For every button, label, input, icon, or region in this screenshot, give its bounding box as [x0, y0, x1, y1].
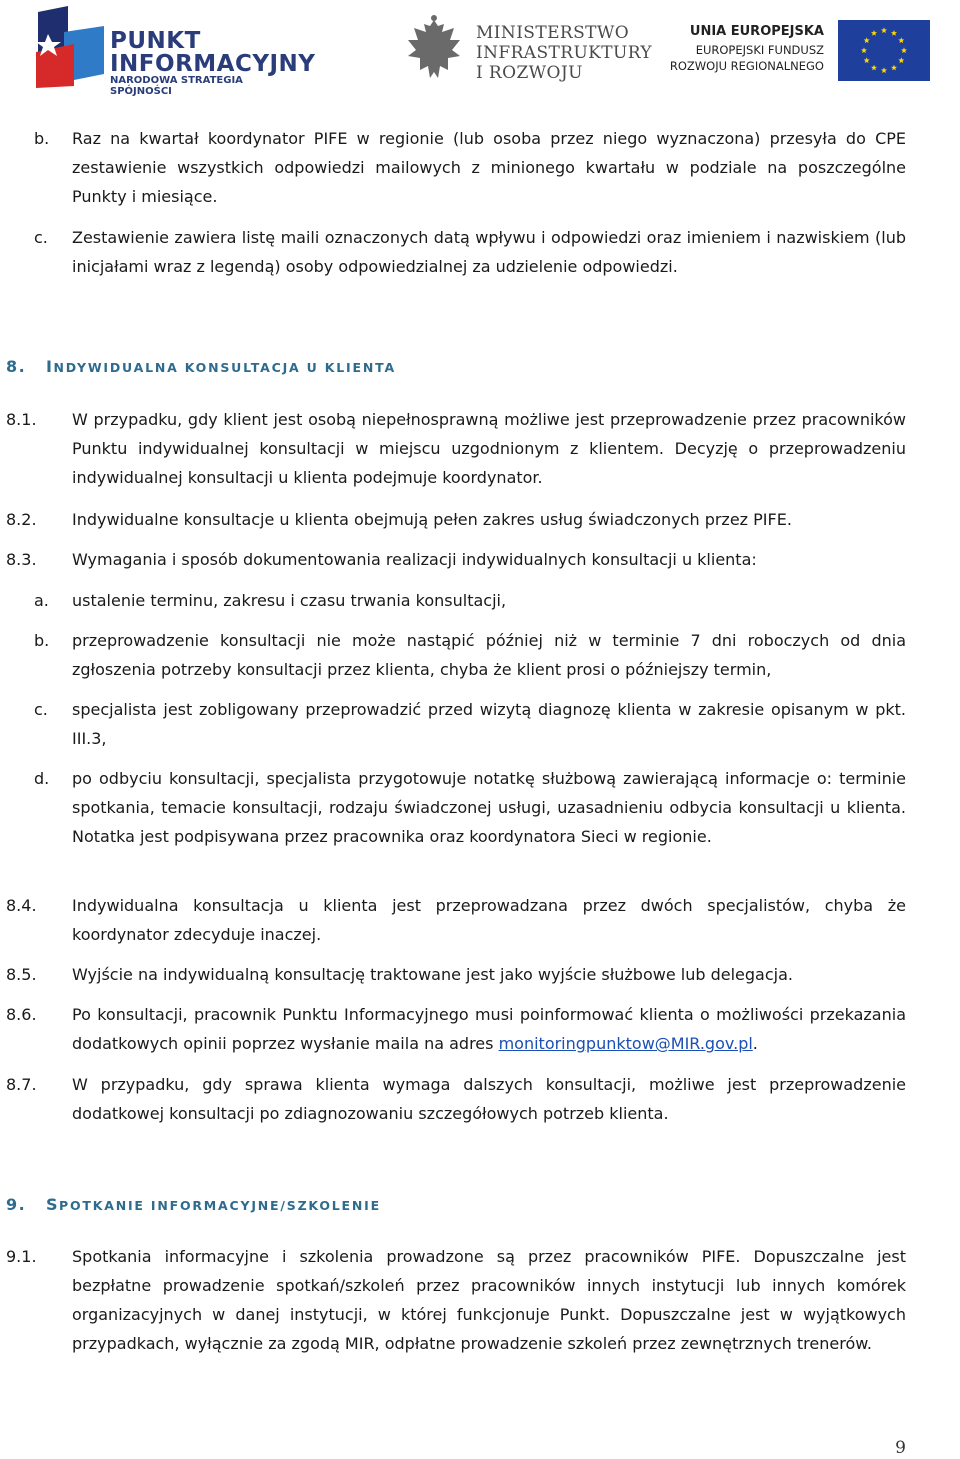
list-item-label: d. — [34, 769, 50, 788]
paragraph-text — [72, 1000, 906, 1058]
paragraph-text: Spotkania informacyjne i szkolenia prowadzone są przez pracowników PIFE. Dopuszczalne jest bezpłatne prowadzenie spotkań/szkoleń przez pracowników innych instytucji lub innych komórek organizacyjnych w danej instytucji, w której funkcjonuje Punkt. Dopuszczalne jest w wyjątkowych przypadkach, wyłącznie za zgodą MIR, odpłatne prowadzenie szkoleń przez zewnętrznych trenerów. — [72, 1247, 906, 1353]
section-9-heading — [6, 1195, 381, 1214]
paragraph-text: W przypadku, gdy sprawa klienta wymaga dalszych konsultacji, możliwe jest przeprowadzenie dodatkowej konsultacji po zdiagnozowaniu szczegółowych potrzeb klienta. — [72, 1075, 906, 1123]
page-header — [0, 0, 960, 100]
paragraph-text: Wyjście na indywidualną konsultację traktowane jest jako wyjście służbowe lub delegacja. — [72, 965, 793, 984]
eu-line-3: ROZWOJU REGIONALNEGO — [669, 59, 824, 73]
logo-line-3: NARODOWA STRATEGIA SPÓJNOŚCI — [110, 75, 243, 97]
list-item-label: c. — [34, 700, 48, 719]
paragraph-text: Wymagania i sposób dokumentowania realizacji indywidualnych konsultacji u klienta: — [72, 550, 757, 569]
punkt-informacyjny-logo — [34, 4, 316, 97]
paragraph-text: W przypadku, gdy klient jest osobą niepełnosprawną możliwe jest przeprowadzenie przez pracowników Punktu indywidualnej konsultacji w miejscu uzgodnionym z klientem. Decyzję o przeprowadzeniu indywidualnej konsultacji u klienta podejmuje koordynator. — [72, 410, 906, 487]
list-item-text: ustalenie terminu, zakresu i czasu trwania konsultacji, — [72, 591, 507, 610]
ministry-line-1: MINISTERSTWO — [476, 23, 630, 43]
email-link[interactable]: monitoringpunktow@MIR.gov.pl — [498, 1034, 753, 1053]
punkt-informacyjny-emblem-icon — [34, 4, 106, 88]
paragraph-text: Indywidualna konsultacja u klienta jest przeprowadzana przez dwóch specjalistów, chyba że koordynator zdecyduje inaczej. — [72, 896, 906, 944]
paragraph-text: Indywidualne konsultacje u klienta obejmują pełen zakres usług świadczonych przez PIFE. — [72, 510, 792, 529]
paragraph-number: 8.6. — [6, 1005, 37, 1024]
list-item-text: specjalista jest zobligowany przeprowadzić przed wizytą diagnozę klienta w zakresie opisanym w pkt. III.3, — [72, 700, 906, 748]
paragraph-number: 9.1. — [6, 1247, 37, 1266]
section-title-initial: I — [46, 357, 54, 376]
logo-line-1: PUNKT — [110, 28, 201, 54]
paragraph-text-after-link: . — [752, 1034, 758, 1053]
paragraph-number: 8.5. — [6, 965, 37, 984]
section-title-rest: NDYWIDUALNA KONSULTACJA U KLIENTA — [53, 360, 396, 375]
paragraph-number: 8.1. — [6, 410, 37, 429]
section-number: 9. — [6, 1195, 27, 1214]
list-item-label: c. — [34, 228, 48, 247]
section-number: 8. — [6, 357, 27, 376]
paragraph-number: 8.7. — [6, 1075, 37, 1094]
list-item-text: przeprowadzenie konsultacji nie może nastąpić później niż w terminie 7 dni roboczych od dnia zgłoszenia potrzeby konsultacji przez klienta, chyba że klient prosi o późniejszy termin, — [72, 631, 906, 679]
ministry-logo — [402, 14, 653, 84]
list-item-label: b. — [34, 129, 50, 148]
section-title-rest: POTKANIE INFORMACYJNE/SZKOLENIE — [59, 1198, 381, 1213]
paragraph-text-before-link: Po konsultacji, pracownik Punktu Informacyjnego musi poinformować klienta o możliwości przekazania dodatkowych opinii poprzez wysłanie maila na adres — [72, 1005, 906, 1053]
eu-logo — [664, 18, 934, 88]
eu-line-2: EUROPEJSKI FUNDUSZ — [695, 43, 824, 57]
section-title-initial: S — [46, 1195, 60, 1214]
paragraph-number: 8.3. — [6, 550, 37, 569]
list-item-text: Raz na kwartał koordynator PIFE w regionie (lub osoba przez niego wyznaczona) przesyła do CPE zestawienie wszystkich odpowiedzi mailowych z minionego kwartału w podziale na poszczególne Punkty i miesiące. — [72, 129, 906, 206]
list-item-label: b. — [34, 631, 50, 650]
ministry-line-2: INFRASTRUKTURY — [476, 43, 653, 63]
paragraph-number: 8.2. — [6, 510, 37, 529]
logo-line-2: INFORMACYJNY — [110, 51, 316, 77]
ministry-line-3: I ROZWOJU — [476, 63, 583, 83]
list-item-label: a. — [34, 591, 49, 610]
eu-line-1: UNIA EUROPEJSKA — [689, 24, 824, 39]
page-number: 9 — [895, 1438, 906, 1458]
paragraph-number: 8.4. — [6, 896, 37, 915]
list-item-text: Zestawienie zawiera listę maili oznaczonych datą wpływu i odpowiedzi oraz imieniem i nazwiskiem (lub inicjałami wraz z legendą) osoby odpowiedzialnej za udzielenie odpowiedzi. — [72, 228, 906, 276]
eu-flag-icon — [838, 20, 930, 81]
section-8-heading — [6, 357, 396, 376]
eagle-emblem-icon — [402, 14, 466, 84]
list-item-text: po odbyciu konsultacji, specjalista przygotowuje notatkę służbową zawierającą informacje o: terminie spotkania, temacie konsultacji, rodzaju świadczonej usługi, uzasadnieniu odbycia konsultacji u klienta. Notatka jest podpisywana przez pracownika oraz koordynatora Sieci w regionie. — [72, 769, 906, 846]
